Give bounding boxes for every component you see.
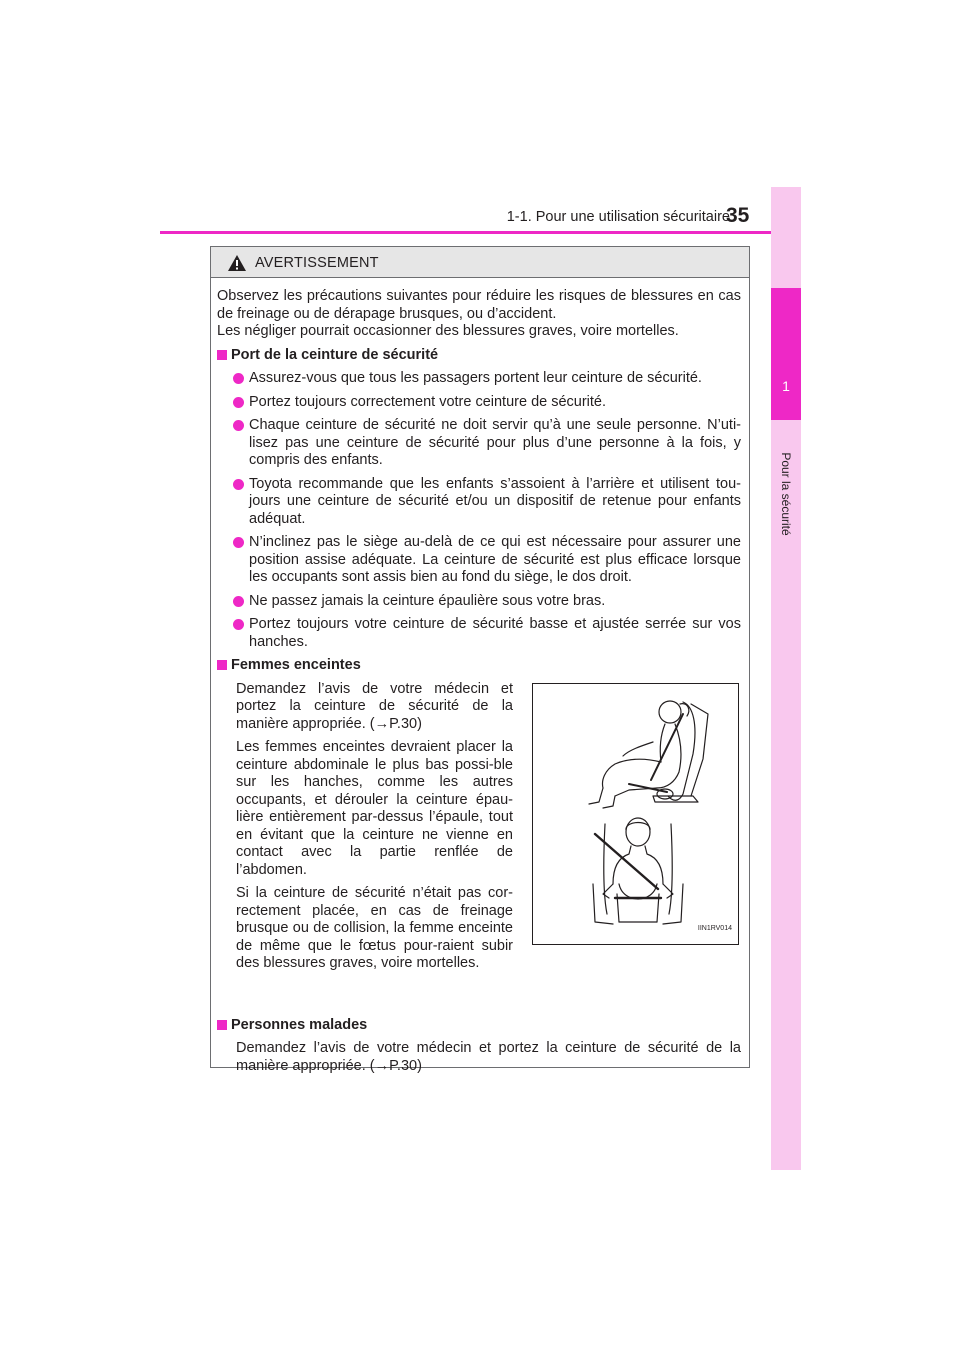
square-bullet-icon — [217, 350, 227, 360]
square-bullet-icon — [217, 660, 227, 670]
pregnant-paragraph: Si la ceinture de sécurité n’était pas cor-rectement placée, en cas de freinage brusque ou de collision, la femme enceinte de même que le fœtus pour-raient subir des blessures graves, voire mortelles. — [236, 885, 513, 971]
list-item: Portez toujours votre ceinture de sécurité basse et ajustée serrée sur vos hanches. — [217, 616, 741, 651]
sick-text: Demandez l’avis de votre médecin et portez la ceinture de sécurité de la manière appropriée. (→P.30) — [236, 1040, 741, 1074]
pregnant-paragraph: Les femmes enceintes devraient placer la ceinture abdominale le plus bas possi-ble sur les hanches, comme les autres occupants, et dérouler la ceinture épau-lière entièrement par-dessus l’épaule, tout en évitant que la ceinture ne vienne en contact avec la partie renflée de l’abdomen. — [236, 739, 513, 878]
pregnant-paragraph: Demandez l’avis de votre médecin et portez la ceinture de sécurité de la manière appropriée. (→P.30) — [236, 680, 513, 732]
bullet-dot-icon — [233, 619, 244, 630]
warning-body — [211, 278, 749, 1075]
list-item: Toyota recommande que les enfants s’assoient à l’arrière et utilisent tou-jours une ceinture de sécurité et/ou un dispositif de retenue pour enfants adéquat. — [217, 476, 741, 529]
list-item: Portez toujours correctement votre ceinture de sécurité. — [217, 394, 741, 412]
warning-intro-2: Les négliger pourrait occasionner des blessures graves, voire mortelles. — [217, 323, 679, 339]
list-item: N’inclinez pas le siège au-delà de ce qui est nécessaire pour assurer une position assise adéquate. La ceinture de sécurité est plus efficace lorsque les occupants sont assis bien au fond du siège, le dos droit. — [217, 534, 741, 587]
warning-heading: AVERTISSEMENT — [255, 255, 379, 271]
section-heading-sick: Personnes malades — [217, 1017, 741, 1035]
pregnant-seatbelt-illustration — [532, 683, 739, 945]
warning-intro: Observez les précautions suivantes pour réduire les risques de blessures en cas de freinage ou de dérapage brusques, ou d’accident. — [217, 288, 741, 322]
bullet-dot-icon — [233, 479, 244, 490]
bullet-dot-icon — [233, 373, 244, 384]
chapter-title: 1-1. Pour une utilisation sécuritaire — [506, 209, 730, 225]
bullet-dot-icon — [233, 596, 244, 607]
header-rule — [160, 231, 801, 234]
side-tab-label: Pour la sécurité — [779, 452, 793, 536]
warning-header — [211, 247, 749, 278]
warning-box — [210, 246, 750, 1074]
seated-woman-drawing — [533, 684, 738, 944]
bullet-dot-icon — [233, 420, 244, 431]
figure-code: IIN1RV014 — [697, 925, 732, 932]
list-item: Assurez-vous que tous les passagers portent leur ceinture de sécurité. — [217, 370, 741, 388]
bullet-dot-icon — [233, 397, 244, 408]
warning-triangle-icon — [227, 254, 247, 272]
list-item: Ne passez jamais la ceinture épaulière sous votre bras. — [217, 593, 741, 611]
square-bullet-icon — [217, 1020, 227, 1030]
pregnant-section — [217, 681, 741, 1013]
section-heading-seatbelt: Port de la ceinture de sécurité — [217, 347, 741, 365]
pregnant-text — [236, 681, 513, 979]
side-tab-number: 1 — [771, 288, 801, 420]
list-item: Chaque ceinture de sécurité ne doit servir qu’à une seule personne. N’uti-lisez pas une ceinture de sécurité pour plus d’une personne à la fois, y compris des enfants. — [217, 417, 741, 470]
page-number: 35 — [726, 204, 750, 227]
section-heading-pregnant: Femmes enceintes — [217, 657, 741, 675]
bullet-dot-icon — [233, 537, 244, 548]
